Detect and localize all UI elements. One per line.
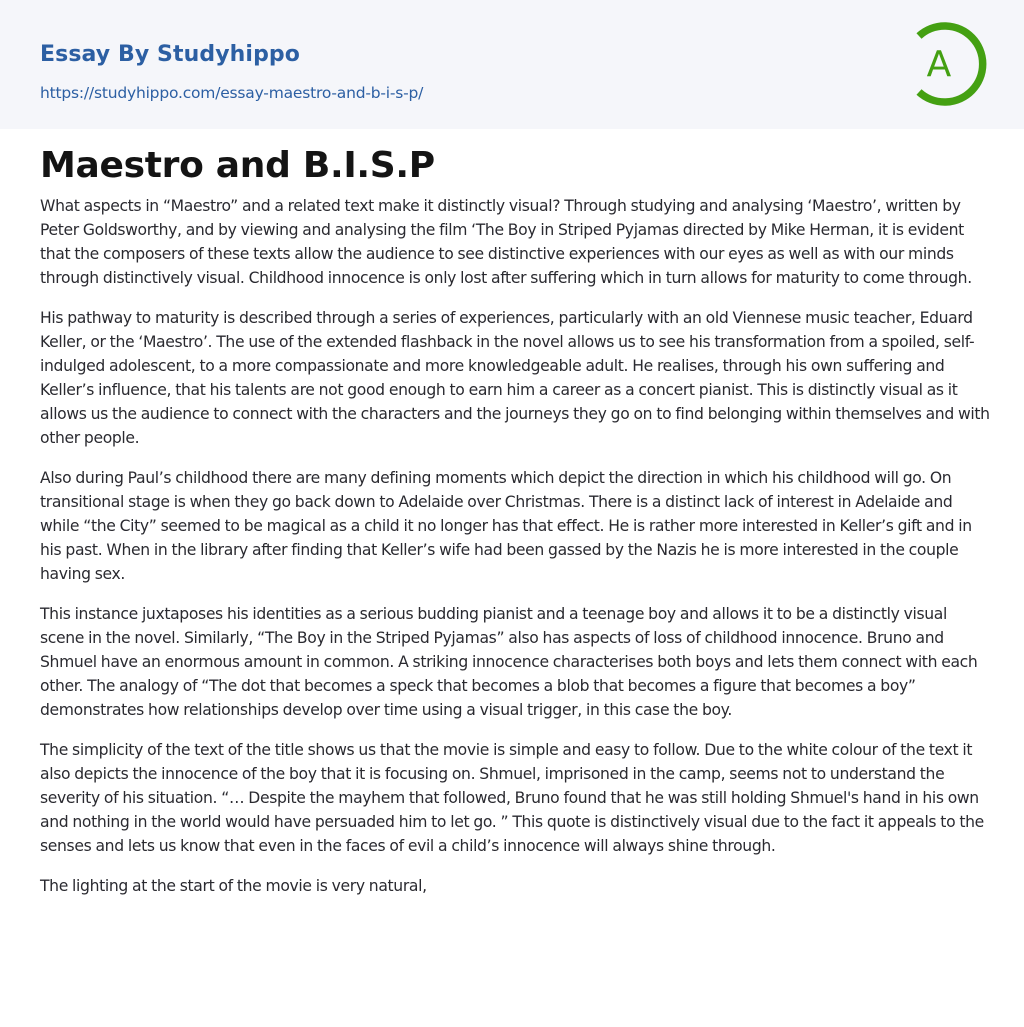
essay-paragraph: This instance juxtaposes his identities as a serious budding pianist and a teenage boy and allows it to be a distinctly visual scene in the novel. Similarly, “The Boy in the Striped Pyjamas” also has aspects of loss of childhood innocence. Bruno and Shmuel have an enormous amount in common. A striking innocence characterises both boys and lets them connect with each other. The analogy of “The dot that becomes a speck that becomes a blob that becomes a figure that becomes a boy” demonstrates how relationships develop over time using a visual trigger, in this case the boy. (40, 605, 978, 719)
brand-title: Essay By Studyhippo (40, 42, 300, 67)
essay-paragraph: What aspects in “Maestro” and a related text make it distinctly visual? Through studying and analysing ‘Maestro’, written by Peter Goldsworthy, and by viewing and analysing the film ‘The Boy in Striped Pyjamas directed by Mike Herman, it is evident that the composers of these texts allow the audience to see distinctive experiences with our eyes as well as with our minds through distinctively visual. Childhood innocence is only lost after suffering which in turn allows for maturity to come through. (40, 197, 972, 287)
studyhippo-logo-icon[interactable] (908, 18, 988, 106)
essay-paragraph: The simplicity of the text of the title shows us that the movie is simple and easy to follow. Due to the white colour of the text it also depicts the innocence of the boy that it is focusing on. Shmuel, imprisoned in the camp, seems not to understand the severity of his situation. “… Despite the mayhem that followed, Bruno found that he was still holding Shmuel's hand in his own and nothing in the world would have persuaded him to let go. ” This quote is distinctively visual due to the fact it appeals to the senses and lets us know that even in the faces of evil a child’s innocence will always shine through. (40, 741, 984, 855)
essay-title: Maestro and B.I.S.P (40, 145, 435, 186)
essay-paragraph: Also during Paul’s childhood there are many defining moments which depict the direction in which his childhood will go. On transitional stage is when they go back down to Adelaide over Christmas. There is a distinct lack of interest in Adelaide and while “the City” seemed to be magical as a child it no longer has that effect. He is rather more interested in Keller’s gift and in his past. When in the library after finding that Keller’s wife had been gassed by the Nazis he is more interested in the couple having sex. (40, 469, 972, 583)
essay-body (40, 194, 990, 914)
logo-letter: A (926, 44, 952, 85)
essay-paragraph: The lighting at the start of the movie is very natural, (40, 877, 427, 895)
page-header (0, 0, 1024, 129)
source-url-link[interactable]: https://studyhippo.com/essay-maestro-and-b-i-s-p/ (40, 84, 424, 102)
essay-paragraph: His pathway to maturity is described through a series of experiences, particularly with an old Viennese music teacher, Eduard Keller, or the ‘Maestro’. The use of the extended flashback in the novel allows us to see his transformation from a spoiled, self-indulged adolescent, to a more compassionate and more knowledgeable adult. He realises, through his own suffering and Keller’s influence, that his talents are not good enough to earn him a career as a concert pianist. This is distinctly visual as it allows us the audience to connect with the characters and the journeys they go on to find belonging within themselves and with other people. (40, 309, 990, 447)
